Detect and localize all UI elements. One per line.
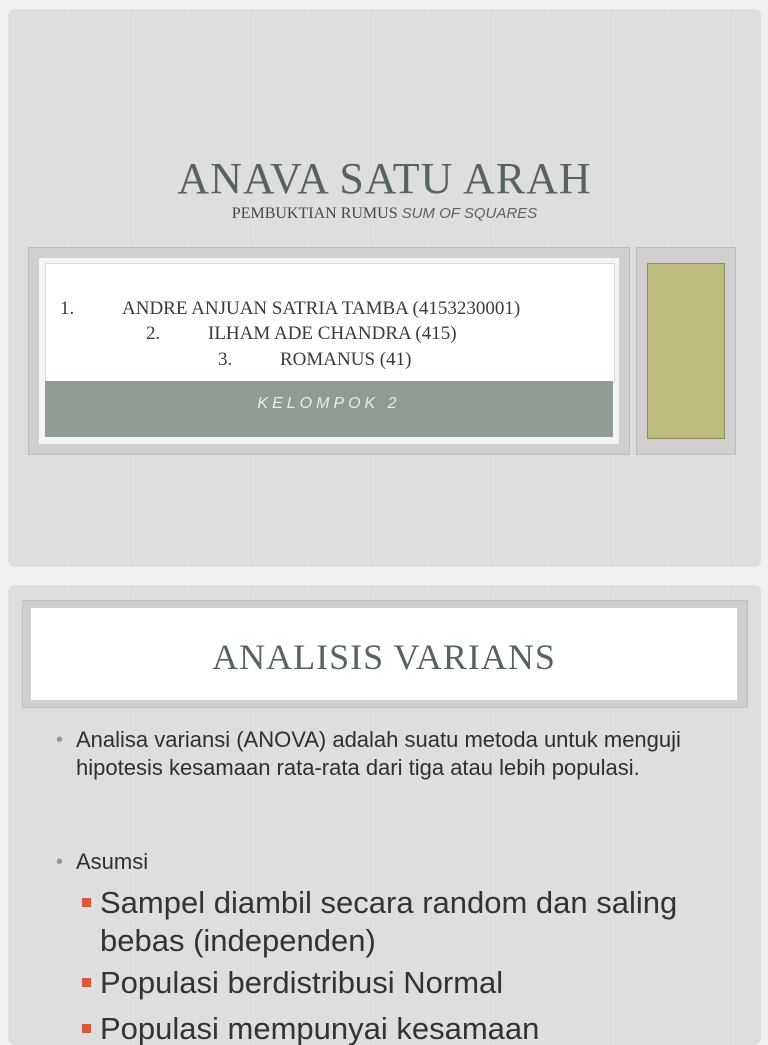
sub-list-item xyxy=(82,964,742,1002)
member-number: 3. xyxy=(218,349,233,370)
bullet-square-icon xyxy=(82,978,91,987)
bullet-dot-icon: • xyxy=(56,729,64,751)
bullet-text: Analisa variansi (ANOVA) adalah suatu metoda untuk menguji hipotesis kesamaan rata-rata dari tiga atau lebih populasi. xyxy=(76,727,681,780)
sub-bullet-text: Populasi berdistribusi Normal xyxy=(100,965,504,1000)
member-name: ANDRE ANJUAN SATRIA TAMBA (4153230001) xyxy=(122,298,521,319)
subtitle-italic: SUM OF SQUARES xyxy=(401,205,538,222)
slide-analisis-varians xyxy=(8,585,761,1045)
slide2-title-box xyxy=(22,600,748,708)
bullet-text: Asumsi xyxy=(76,849,149,874)
member-item xyxy=(60,298,520,320)
member-name: ILHAM ADE CHANDRA (415) xyxy=(208,323,457,344)
list-item xyxy=(56,726,716,782)
member-number: 2. xyxy=(146,323,161,344)
sub-bullet-text: Sampel diambil secara random dan saling bebas (independen) xyxy=(100,885,678,958)
subtitle-prefix: PEMBUKTIAN RUMUS xyxy=(231,205,398,222)
member-name: ROMANUS (41) xyxy=(280,349,412,370)
accent-box xyxy=(647,263,725,439)
members-list xyxy=(45,263,615,383)
sub-list-item xyxy=(82,884,742,960)
member-number: 1. xyxy=(60,298,75,319)
bullet-dot-icon: • xyxy=(56,851,64,873)
accent-panel xyxy=(636,247,736,455)
group-band xyxy=(45,381,613,437)
sub-bullet-text: Populasi mempunyai kesamaan xyxy=(100,1011,540,1045)
presentation-subtitle xyxy=(8,205,761,223)
list-item xyxy=(56,848,716,876)
slide2-title-inner xyxy=(31,608,737,700)
slide-title xyxy=(8,9,761,567)
members-panel xyxy=(28,247,630,455)
member-item xyxy=(218,349,411,371)
group-label: KELOMPOK 2 xyxy=(257,395,401,412)
slide2-title: ANALISIS VARIANS xyxy=(212,637,556,677)
presentation-title: ANAVA SATU ARAH xyxy=(177,154,592,203)
sub-list-item xyxy=(82,1010,742,1045)
bullet-square-icon xyxy=(82,898,91,907)
members-panel-inner xyxy=(39,258,619,444)
member-item xyxy=(146,323,457,345)
bullet-square-icon xyxy=(82,1024,91,1033)
